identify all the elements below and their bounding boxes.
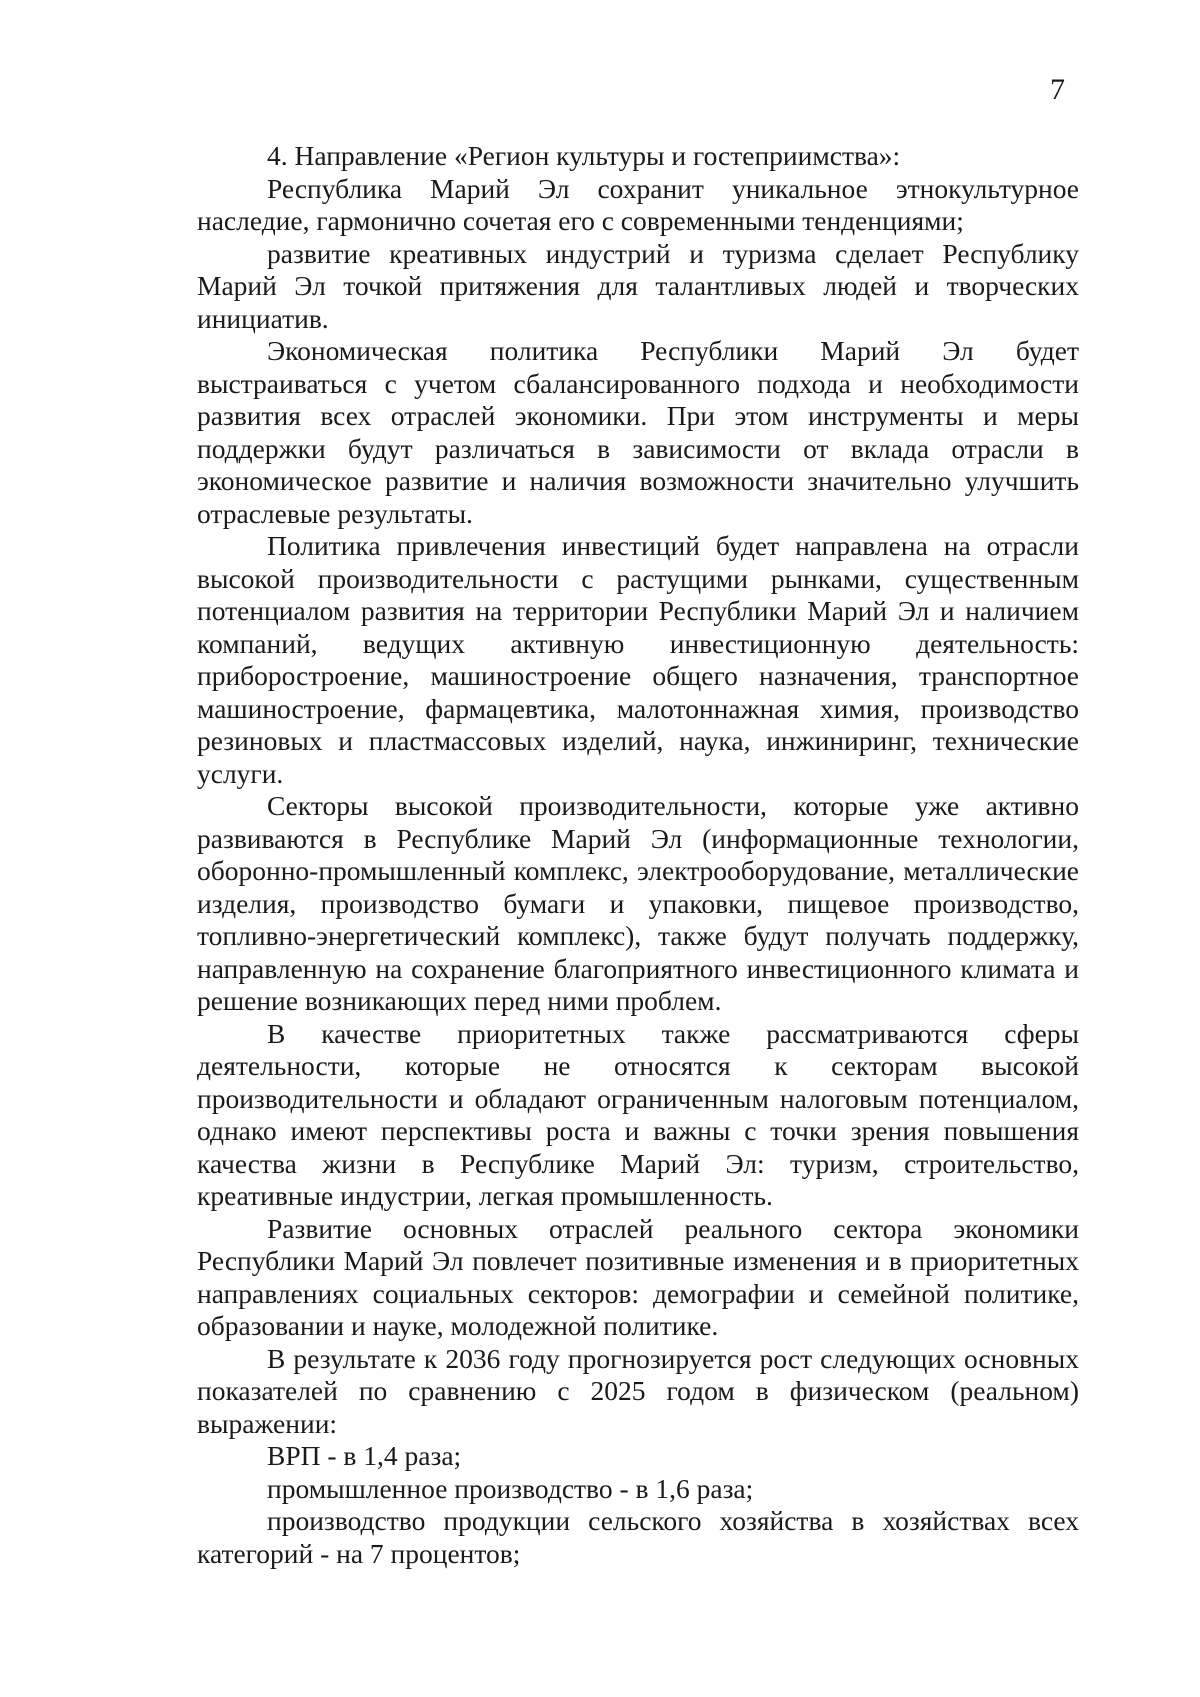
paragraph: развитие креативных индустрий и туризма сделает Республику Марий Эл точкой притяжения для талантливых людей и творческих инициатив. [197,237,1079,334]
paragraph: В результате к 2036 году прогнозируется рост следующих основных показателей по сравнению с 2025 годом в физическом (реальном) выражении: [197,1342,1079,1439]
paragraph: Экономическая политика Республики Марий Эл будет выстраиваться с учетом сбалансированного подхода и необходимости развития всех отраслей экономики. При этом инструменты и меры поддержки будут различаться в зависимости от вклада отрасли в экономическое развитие и наличия возможности значительно улучшить отраслевые результаты. [197,335,1079,529]
list-item: промышленное производство - в 1,6 раза; [267,1472,754,1504]
page-number: 7 [1050,73,1065,106]
paragraph: В качестве приоритетных также рассматриваются сферы деятельности, которые не относятся к секторам высокой производительности и обладают ограниченным налоговым потенциалом, однако имеют перспективы роста и важны с точки зрения повышения качества жизни в Республике Марий Эл: туризм, строительство, креативные индустрии, легкая промышленность. [197,1017,1079,1211]
list-item: производство продукции сельского хозяйства в хозяйствах всех категорий - на 7 процентов; [197,1505,1079,1569]
paragraph: Секторы высокой производительности, которые уже активно развиваются в Республике Марий Эл (информационные технологии, оборонно-промышленный комплекс, электрооборудование, металлические изделия, производство бумаги и упаковки, пищевое производство, топливно-энергетический комплекс), также будут получать поддержку, направленную на сохранение благоприятного инвестиционного климата и решение возникающих перед ними проблем. [197,790,1079,1016]
section-heading: 4. Направление «Регион культуры и гостеприимства»: [267,140,901,171]
paragraph: Республика Марий Эл сохранит уникальное этнокультурное наследие, гармонично сочетая его с современными тенденциями; [197,172,1079,236]
paragraph: Развитие основных отраслей реального сектора экономики Республики Марий Эл повлечет позитивные изменения и в приоритетных направлениях социальных секторов: демографии и семейной политике, образовании и науке, молодежной политике. [197,1212,1079,1341]
paragraph: Политика привлечения инвестиций будет направлена на отрасли высокой производительности с растущими рынками, существенным потенциалом развития на территории Республики Марий Эл и наличием компаний, ведущих активную инвестиционную деятельность: приборостроение, машиностроение общего назначения, транспортное машиностроение, фармацевтика, малотоннажная химия, производство резиновых и пластмассовых изделий, наука, инжиниринг, технические услуги. [197,530,1079,789]
list-item: ВРП - в 1,4 раза; [267,1440,462,1471]
document-body [197,140,1079,1570]
